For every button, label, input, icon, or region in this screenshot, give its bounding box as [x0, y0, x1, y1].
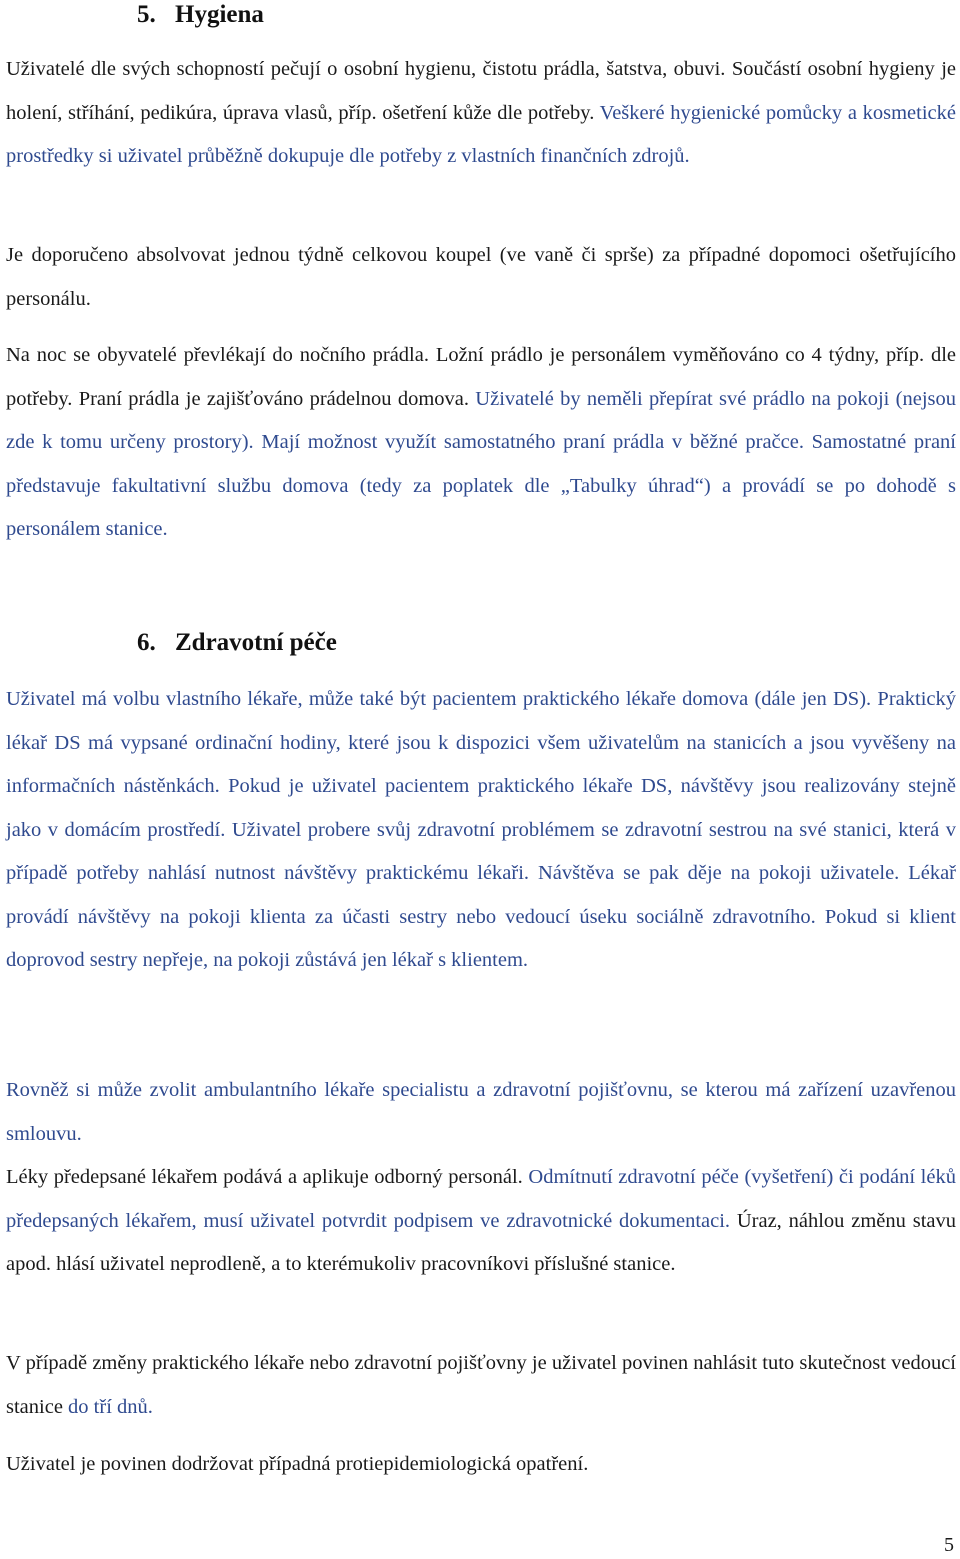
section-heading-hygiena — [137, 0, 264, 30]
section-number: 5. — [137, 1, 156, 28]
text-run-highlight: Rovněž si může zvolit ambulantního lékaře specialistu a zdravotní pojišťovnu, se kterou má zařízení uzavřenou smlouvu. — [6, 1079, 956, 1145]
text-run: V případě změny praktického lékaře nebo zdravotní pojišťovny je uživatel povinen nahlásit tuto skutečnost vedoucí stanice — [6, 1352, 956, 1418]
paragraph-epidemiology — [6, 1443, 956, 1487]
paragraph-bath — [6, 234, 956, 321]
paragraph-laundry — [6, 334, 956, 552]
text-run-highlight: Uživatelé by neměli přepírat své prádlo na pokoji (nejsou zde k tomu určeny prostory). Mají možnost využít samostatného praní prádla v běžné pračce. Samostatné praní představuje fakultativní službu domova (tedy za poplatek dle „Tabulky úhrad“) a provádí se po dohodě s personálem stanice. — [6, 387, 956, 540]
page-number: 5 — [944, 1534, 954, 1556]
section-title: Zdravotní péče — [175, 629, 337, 656]
paragraph-change-doctor — [6, 1342, 956, 1429]
section-number: 6. — [137, 629, 156, 656]
text-run: Léky předepsané lékařem podává a aplikuje odborný personál. — [6, 1166, 523, 1188]
text-run: Úraz, náhlou změnu stavu apod. hlásí uživatel neprodleně, a to kterémukoliv pracovníkovi příslušné stanice. — [6, 1209, 956, 1275]
paragraph-doctor — [6, 678, 956, 983]
paragraph-medication — [6, 1156, 956, 1287]
text-run-highlight: Odmítnutí zdravotní péče (vyšetření) či podání léků předepsaných lékařem, musí uživatel potvrdit podpisem ve zdravotnické dokumentaci. — [6, 1166, 956, 1232]
section-heading-zdravotni-pece — [137, 628, 337, 658]
text-run: Je doporučeno absolvovat jednou týdně celkovou koupel (ve vaně či sprše) za případné dopomoci ošetřujícího personálu. — [6, 244, 956, 310]
text-run: Uživatelé dle svých schopností pečují o osobní hygienu, čistotu prádla, šatstva, obuvi. Součástí osobní hygieny je holení, stříhání, pedikúra, úprava vlasů, příp. ošetření kůže dle potřeby. — [6, 58, 956, 124]
text-run: Uživatel je povinen dodržovat případná protiepidemiologická opatření. — [6, 1453, 589, 1475]
paragraph-hygiene-intro — [6, 48, 956, 179]
text-run-highlight: Veškeré hygienické pomůcky a kosmetické prostředky si uživatel průběžně dokupuje dle potřeby z vlastních finančních zdrojů. — [6, 101, 956, 167]
text-run-highlight: do tří dnů. — [62, 1395, 153, 1418]
text-run: Na noc se obyvatelé převlékají do nočního prádla. Ložní prádlo je personálem vyměňováno co 4 týdny, příp. dle potřeby. Praní prádla je zajišťováno prádelnou domova. — [6, 344, 956, 410]
section-title: Hygiena — [175, 1, 264, 28]
text-run-highlight: Uživatel má volbu vlastního lékaře, může také být pacientem praktického lékaře domova (dále jen DS). Praktický lékař DS má vypsané ordinační hodiny, které jsou k dispozici všem uživatelům na stanicích a jsou vyvěšeny na informačních nástěnkách. Pokud je uživatel pacientem praktického lékaře DS, návštěvy jsou realizovány stejně jako v domácím prostředí. Uživatel probere svůj zdravotní problémem se zdravotní sestrou na své stanici, která v případě potřeby nahlásí nutnost návštěvy praktickému lékaři. Návštěva se pak děje na pokoji uživatele. Lékař provádí návštěvy na pokoji klienta za účasti sestry nebo vedoucí úseku sociálně zdravotního. Pokud si klient doprovod sestry nepřeje, na pokoji zůstává jen lékař s klientem. — [6, 688, 956, 971]
paragraph-specialist — [6, 1069, 956, 1156]
